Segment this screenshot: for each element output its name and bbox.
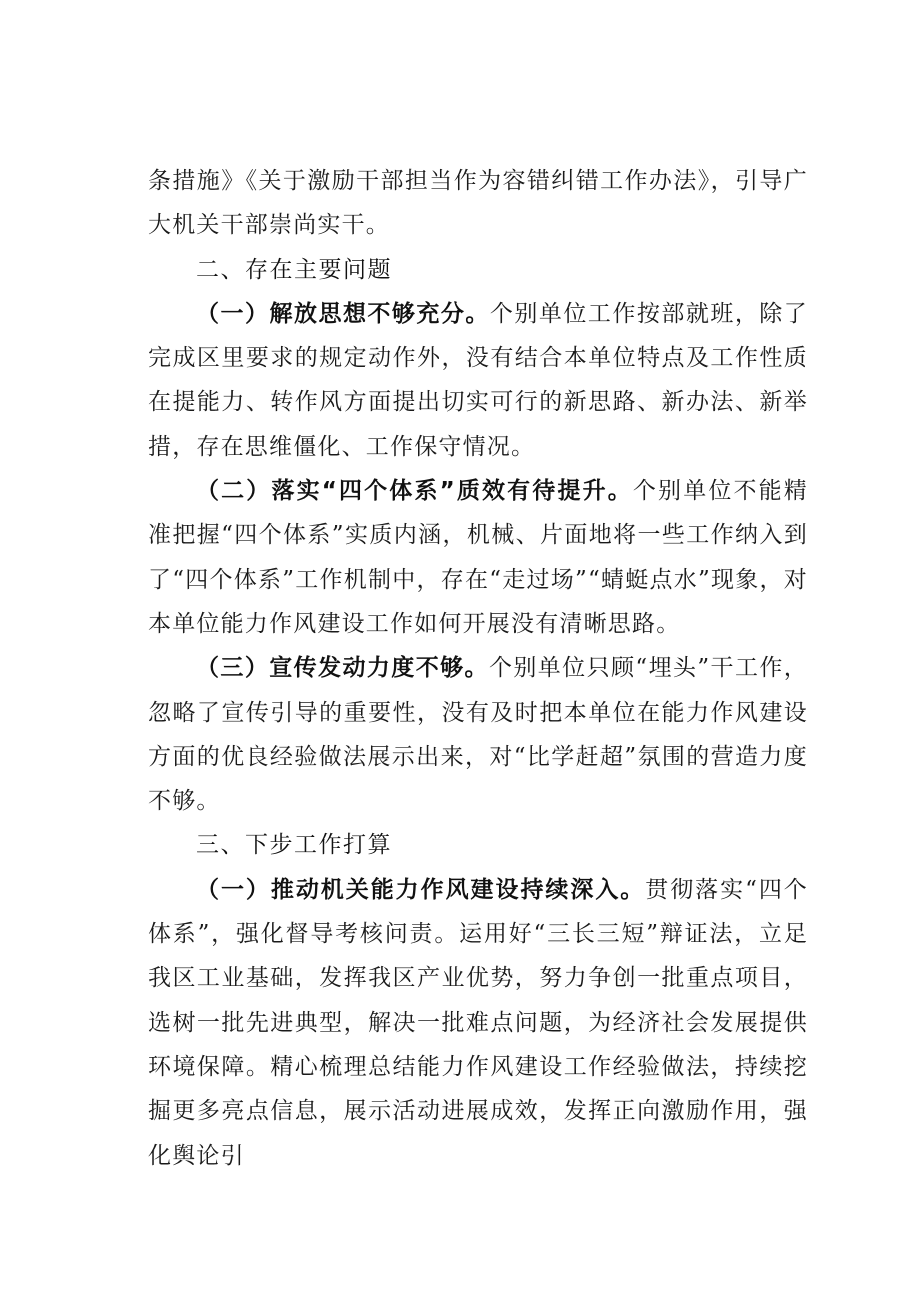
plan-1-lead: （一）推动机关能力作风建设持续深入。 bbox=[196, 876, 646, 903]
problem-paragraph-3 bbox=[148, 646, 808, 823]
document-body bbox=[148, 159, 808, 1178]
problem-paragraph-1 bbox=[148, 292, 808, 469]
intro-continuation-paragraph: 条措施》《关于激励干部担当作为容错纠错工作办法》，引导广大机关干部崇尚实干。 bbox=[148, 168, 808, 239]
problem-2-body: 个别单位不能精准把握“四个体系”实质内涵，机械、片面地将一些工作纳入到了“四个体系”工作机制中，存在“走过场”“蜻蜓点水”现象，对本单位能力作风建设工作如何开展没有清晰思路。 bbox=[148, 478, 808, 637]
problem-1-body: 个别单位工作按部就班，除了完成区里要求的规定动作外，没有结合本单位特点及工作性质在提能力、转作风方面提出切实可行的新思路、新办法、新举措，存在思维僵化、工作保守情况。 bbox=[148, 300, 808, 460]
section-heading-problems: 二、存在主要问题 bbox=[196, 256, 392, 283]
plan-1-body: 贯彻落实“四个体系”，强化督导考核问责。运用好“三长三短”辩证法，立足我区工业基础，发挥我区产业优势，努力争创一批重点项目，选树一批先进典型，解决一批难点问题，为经济社会发展提供环境保障。精心梳理总结能力作风建设工作经验做法，持续挖掘更多亮点信息，展示活动进展成效，发挥正向激励作用，强化舆论引 bbox=[148, 876, 808, 1169]
problem-2-lead: （二）落实“四个体系”质效有待提升。 bbox=[196, 478, 633, 505]
section-heading-next-steps: 三、下步工作打算 bbox=[196, 832, 392, 859]
problem-3-body: 个别单位只顾“埋头”干工作，忽略了宣传引导的重要性，没有及时把本单位在能力作风建设方面的优良经验做法展示出来，对“比学赶超”氛围的营造力度不够。 bbox=[148, 655, 808, 815]
problem-3-lead: （三）宣传发动力度不够。 bbox=[196, 655, 489, 682]
plan-paragraph-1 bbox=[148, 868, 808, 1178]
problem-1-lead: （一）解放思想不够充分。 bbox=[196, 300, 490, 327]
problem-paragraph-2 bbox=[148, 469, 808, 646]
